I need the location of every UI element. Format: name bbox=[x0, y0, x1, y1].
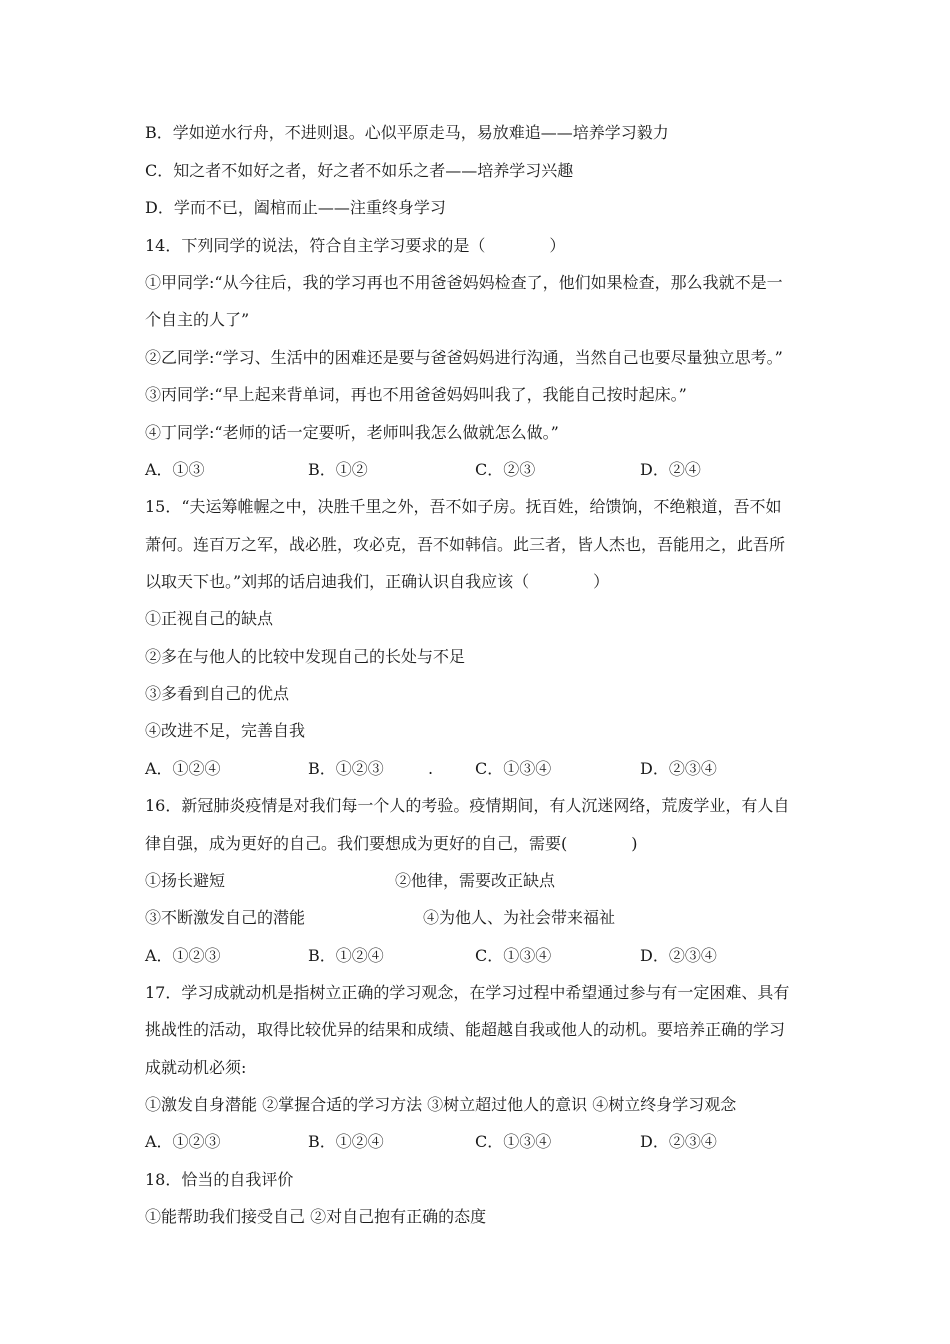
q16-statements-row-1 bbox=[145, 871, 815, 891]
q14-options bbox=[145, 460, 815, 480]
q15-options bbox=[145, 759, 815, 779]
q17-option-c: C．①③④ bbox=[475, 1132, 552, 1151]
q15-statement-1: ①正视自己的缺点 bbox=[145, 609, 274, 628]
q16-statement-3: ③不断激发自己的潜能 bbox=[145, 908, 306, 927]
q14-option-b: B．①② bbox=[308, 460, 368, 479]
q16-statement-2: ②他律，需要改正缺点 bbox=[395, 871, 556, 890]
q18-statements: ①能帮助我们接受自己 ②对自己抱有正确的态度 bbox=[145, 1207, 487, 1226]
q15-option-a: A．①②④ bbox=[145, 759, 221, 778]
q15-statement-2: ②多在与他人的比较中发现自己的长处与不足 bbox=[145, 647, 466, 666]
q17-option-a: A．①②③ bbox=[145, 1132, 221, 1151]
q16-stem: 16．新冠肺炎疫情是对我们每一个人的考验。疫情期间，有人沉迷网络，荒废学业，有人自 bbox=[145, 796, 790, 815]
q17-stem-cont-1: 挑战性的活动，取得比较优异的结果和成绩、能超越自我或他人的动机。要培养正确的学习 bbox=[145, 1020, 786, 1039]
q17-statements: ①激发自身潜能 ②掌握合适的学习方法 ③树立超过他人的意识 ④树立终身学习观念 bbox=[145, 1095, 737, 1114]
q14-statement-4: ④丁同学:“老师的话一定要听，老师叫我怎么做就怎么做。” bbox=[145, 423, 559, 442]
q13-option-b: B．学如逆水行舟，不进则退。心似平原走马，易放难追——培养学习毅力 bbox=[145, 123, 669, 142]
q16-option-a: A．①②③ bbox=[145, 946, 221, 965]
q17-options bbox=[145, 1132, 815, 1152]
q14-statement-3: ③丙同学:“早上起来背单词，再也不用爸爸妈妈叫我了，我能自己按时起床。” bbox=[145, 385, 687, 404]
q16-stem-cont: 律自强，成为更好的自己。我们要想成为更好的自己，需要( ) bbox=[145, 834, 638, 853]
q13-option-c: C．知之者不如好之者，好之者不如乐之者——培养学习兴趣 bbox=[145, 161, 574, 180]
q15-option-c: C．①③④ bbox=[475, 759, 552, 778]
q18-stem: 18．恰当的自我评价 bbox=[145, 1170, 294, 1189]
q15-stem-cont-1: 萧何。连百万之军，战必胜，攻必克，吾不如韩信。此三者，皆人杰也，吾能用之，此吾所 bbox=[145, 535, 786, 554]
q15-option-b: B．①②③ bbox=[308, 759, 384, 778]
q17-option-d: D．②③④ bbox=[640, 1132, 717, 1151]
q15-stray-dot: . bbox=[428, 759, 434, 778]
q16-option-b: B．①②④ bbox=[308, 946, 384, 965]
q14-statement-2: ②乙同学:“学习、生活中的困难还是要与爸爸妈妈进行沟通，当然自己也要尽量独立思考。” bbox=[145, 348, 783, 367]
q14-option-d: D．②④ bbox=[640, 460, 701, 479]
q16-statement-1: ①扬长避短 bbox=[145, 871, 226, 890]
q17-option-b: B．①②④ bbox=[308, 1132, 384, 1151]
q16-option-d: D．②③④ bbox=[640, 946, 717, 965]
q15-statement-3: ③多看到自己的优点 bbox=[145, 684, 290, 703]
q16-option-c: C．①③④ bbox=[475, 946, 552, 965]
q16-statement-4: ④为他人、为社会带来福祉 bbox=[423, 908, 616, 927]
q15-option-d: D．②③④ bbox=[640, 759, 717, 778]
q17-stem-cont-2: 成就动机必须: bbox=[145, 1058, 247, 1077]
q15-statement-4: ④改进不足，完善自我 bbox=[145, 721, 306, 740]
q15-stem: 15．“夫运筹帷幄之中，决胜千里之外，吾不如子房。抚百姓，给馈饷，不绝粮道，吾不如 bbox=[145, 497, 782, 516]
q16-options bbox=[145, 946, 815, 966]
q17-stem: 17．学习成就动机是指树立正确的学习观念，在学习过程中希望通过参与有一定困难、具有 bbox=[145, 983, 790, 1002]
q14-statement-1: ①甲同学:“从今往后，我的学习再也不用爸爸妈妈检查了，他们如果检查，那么我就不是一 bbox=[145, 273, 783, 292]
q14-statement-1-cont: 个自主的人了” bbox=[145, 310, 250, 329]
q14-option-c: C．②③ bbox=[475, 460, 536, 479]
q13-option-d: D．学而不已，阖棺而止——注重终身学习 bbox=[145, 198, 446, 217]
q15-stem-cont-2: 以取天下也。”刘邦的话启迪我们，正确认识自我应该（ ） bbox=[145, 572, 610, 591]
q14-option-a: A．①③ bbox=[145, 460, 205, 479]
q14-stem: 14．下列同学的说法，符合自主学习要求的是（ ） bbox=[145, 236, 566, 255]
q16-statements-row-2 bbox=[145, 908, 815, 928]
